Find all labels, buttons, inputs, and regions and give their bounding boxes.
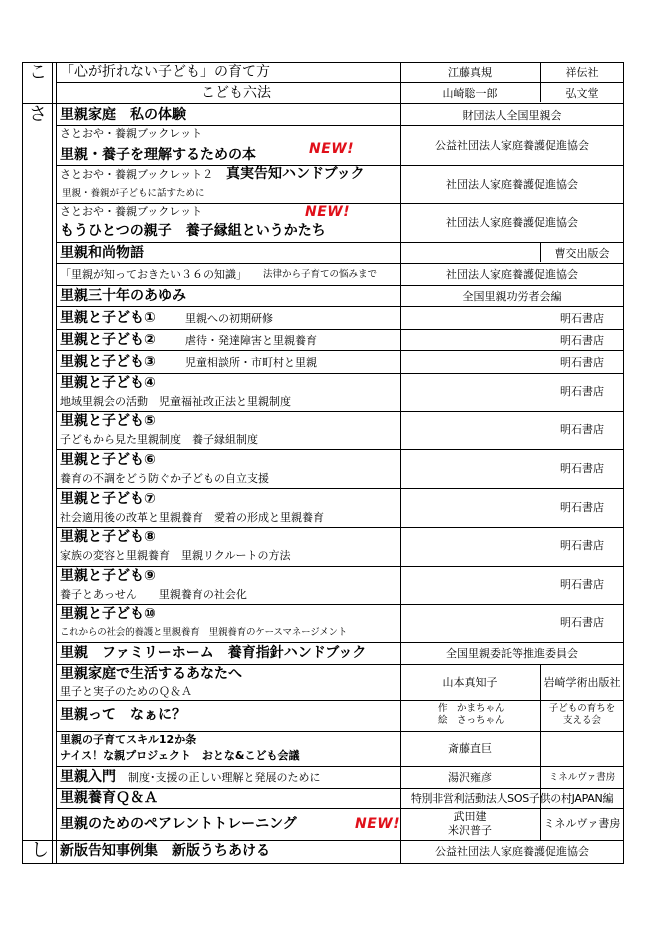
row-line [56, 82, 624, 83]
book-title: 里親養育Ｑ＆Ａ [60, 790, 158, 806]
book-publisher-line: 子どもの育ちを [548, 703, 616, 714]
book-subtitle: 地域里親会の活動 児童福祉改正法と里親制度 [60, 395, 291, 408]
book-publisher: 明石書店 [560, 616, 604, 629]
book-author-line: 作 かまちゃん [438, 703, 505, 714]
book-publisher: 明石書店 [560, 423, 604, 436]
book-author: 斎藤直巨 [448, 742, 492, 755]
book-title: 里親と子ども⑦ [60, 491, 156, 507]
book-publisher: 明石書店 [560, 501, 604, 514]
section-shi: し [31, 840, 49, 861]
book-title: 里親入門 [60, 769, 116, 785]
book-subtitle: ナイス！な親プロジェクト おとな&こども会議 [60, 749, 300, 762]
book-title: 里親和尚物語 [60, 245, 144, 261]
book-title: 里親と子ども② [60, 332, 156, 348]
book-publisher: 曹交出版会 [554, 247, 610, 260]
new-badge: NEW! [355, 816, 401, 832]
book-subtitle: 虐待・発達障害と里親養育 [185, 334, 317, 347]
book-publisher-line: 支える会 [562, 715, 601, 726]
book-title: 里親三十年のあゆみ [60, 288, 186, 304]
book-publisher: 公益社団法人家庭養護促進協会 [435, 845, 589, 858]
col-divider-author [540, 664, 541, 840]
book-subtitle: 養育の不調をどう防ぐか子どもの自立支援 [60, 472, 269, 485]
book-subtitle: 法律から子育ての悩みまで [263, 269, 378, 280]
book-title: 里親と子ども① [60, 310, 156, 326]
row-line [56, 306, 624, 307]
row-line [56, 125, 624, 126]
book-subtitle: 児童相談所・市町村と里親 [185, 356, 317, 369]
row-line [56, 664, 624, 665]
book-series: さとおや・養親ブックレット [60, 127, 203, 140]
book-title: 里親と子ども⑥ [60, 452, 156, 468]
row-line [56, 488, 624, 489]
book-publisher: 財団法人全国里親会 [462, 109, 562, 122]
book-publisher: 明石書店 [560, 385, 604, 398]
new-badge: NEW! [309, 141, 355, 157]
book-publisher: 特別非営利活動法人SOS子供の村JAPAN編 [410, 792, 614, 805]
book-publisher: 明石書店 [560, 462, 604, 475]
book-title: 里親・養子を理解するための本 [60, 147, 256, 163]
row-line [56, 411, 624, 412]
book-title: 真実告知ハンドブック [226, 166, 365, 182]
row-line [56, 766, 624, 767]
book-author: 江藤真規 [448, 66, 492, 79]
book-title: 里親って なぁに？ [60, 707, 186, 723]
book-series: さとおや・養親ブックレット２ [60, 168, 214, 181]
book-subtitle: 里子と実子のためのＱ＆Ａ [60, 685, 192, 698]
row-line [56, 263, 624, 264]
book-title: こども六法 [201, 85, 271, 101]
book-title: 里親家庭で生活するあなたへ [60, 666, 242, 682]
new-badge: NEW! [305, 204, 351, 220]
book-subtitle: 里親・養親が子どもに話すために [62, 188, 205, 199]
section-line [22, 840, 624, 841]
book-author-line: 米沢普子 [448, 824, 492, 837]
book-publisher: 全国里親功労者会編 [462, 290, 562, 303]
book-series: さとおや・養親ブックレット [60, 205, 203, 218]
book-author: 山崎聡一郎 [442, 87, 498, 100]
row-line [56, 642, 624, 643]
row-line [56, 566, 624, 567]
book-publisher: 社団法人家庭養護促進協会 [446, 178, 578, 191]
book-title: 里親のためのペアレントトレーニング [60, 816, 297, 832]
book-publisher: 明石書店 [560, 539, 604, 552]
book-publisher: 社団法人家庭養護促進協会 [446, 216, 578, 229]
row-line [56, 808, 624, 809]
book-title: 里親家庭 私の体験 [60, 107, 186, 123]
row-line [56, 700, 624, 701]
book-publisher: 明石書店 [560, 356, 604, 369]
book-publisher: 全国里親委託等推進委員会 [446, 647, 578, 660]
book-publisher: 明石書店 [560, 334, 604, 347]
book-title: もうひとつの親子 養子縁組というかたち [60, 223, 326, 239]
book-author: 山本真知子 [442, 676, 498, 689]
book-title: 里親と子ども③ [60, 354, 156, 370]
book-publisher: 明石書店 [560, 312, 604, 325]
book-publisher: ミネルヴァ書房 [548, 772, 616, 783]
book-title: 里親 ファミリーホーム 養育指針ハンドブック [60, 645, 367, 661]
row-line [56, 604, 624, 605]
row-line [56, 242, 624, 243]
book-title: 里親と子ども⑤ [60, 413, 156, 429]
book-subtitle: 制度･支援の正しい理解と発展のために [128, 771, 321, 784]
book-title: 新版告知事例集 新版うちあける [60, 843, 270, 859]
book-title: 里親と子ども④ [60, 375, 156, 391]
book-publisher: 岩崎学術出版社 [543, 676, 621, 689]
book-title: 里親の子育てスキル12か条 [60, 733, 197, 746]
row-line [56, 350, 624, 351]
section-ko: こ [29, 62, 47, 83]
section-sa: さ [29, 104, 47, 125]
col-divider-left [56, 62, 57, 864]
row-line [56, 788, 624, 789]
row-line [56, 731, 624, 732]
book-author: 湯沢雍彦 [448, 771, 492, 784]
row-line [56, 373, 624, 374]
book-title: 里親と子ども⑨ [60, 568, 156, 584]
section-line [22, 103, 624, 104]
book-title: 里親と子ども⑧ [60, 529, 156, 545]
col-divider-section [52, 62, 53, 864]
book-publisher: 社団法人家庭養護促進協会 [446, 268, 578, 281]
book-publisher: 祥伝社 [565, 66, 599, 79]
book-publisher: 明石書店 [560, 578, 604, 591]
book-subtitle: 里親への初期研修 [185, 312, 273, 325]
book-publisher: 弘文堂 [565, 87, 599, 100]
book-subtitle: 子どもから見た里親制度 養子縁組制度 [60, 433, 258, 446]
row-line [56, 527, 624, 528]
row-line [56, 329, 624, 330]
book-publisher: ミネルヴァ書房 [543, 817, 621, 830]
book-subtitle: 社会適用後の改革と里親養育 愛着の形成と里親養育 [60, 511, 324, 524]
book-title: 里親と子ども⑩ [60, 606, 156, 622]
book-publisher: 公益社団法人家庭養護促進協会 [435, 139, 589, 152]
book-title: 「里親が知っておきたい３６の知識」 [60, 268, 247, 281]
book-subtitle: これからの社会的養護と里親養育 里親養育のケースマネージメント [60, 627, 348, 638]
book-subtitle: 家族の変容と里親養育 里親リクルートの方法 [60, 549, 291, 562]
row-line [56, 285, 624, 286]
book-author-line: 絵 さっちゃん [438, 715, 505, 726]
book-author-line: 武田建 [453, 810, 487, 823]
book-subtitle: 養子とあっせん 里親養育の社会化 [60, 588, 247, 601]
book-title: 「心が折れない子ども」の育て方 [60, 64, 270, 80]
row-line [56, 449, 624, 450]
